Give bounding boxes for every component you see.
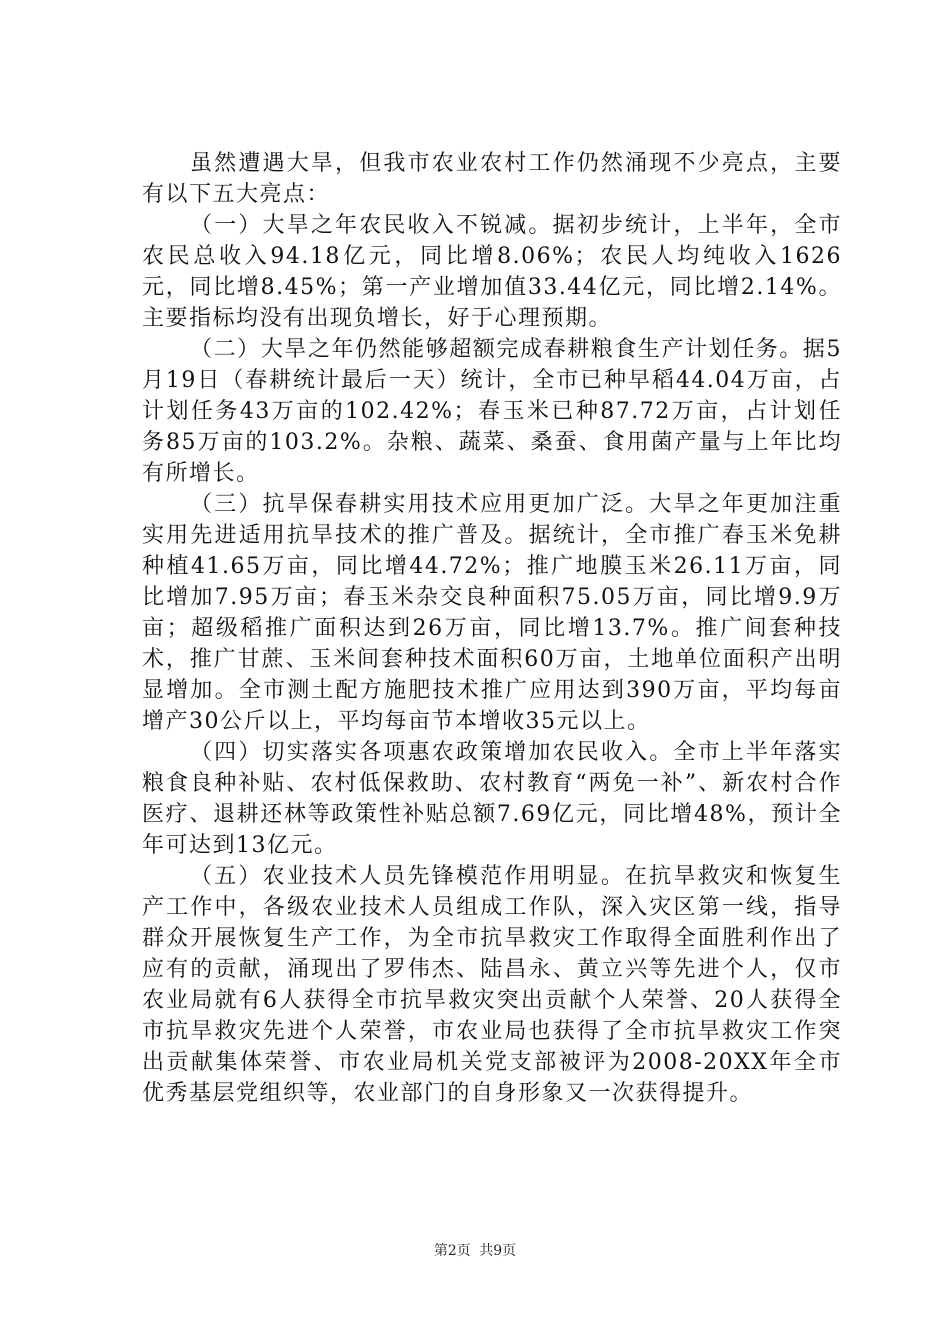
paragraph-intro: 虽然遭遇大旱，但我市农业农村工作仍然涌现不少亮点，主要有以下五大亮点： [142,151,842,207]
paragraph-2-spring-planting: （二）大旱之年仍然能够超额完成春耕粮食生产计划任务。据5月19日（春耕统计最后一天）统计，全市已种早稻44.04万亩，占计划任务43万亩的102.42%；春玉米已种87.72万亩，占计划任务85万亩的103.2%。杂粮、蔬菜、桑蚕、食用菌产量与上年比均有所增长。 [142,337,842,486]
paragraph-3-drought-technology: （三）抗旱保春耕实用技术应用更加广泛。大旱之年更加注重实用先进适用抗旱技术的推广普及。据统计，全市推广春玉米免耕种植41.65万亩，同比增44.72%；推广地膜玉米26.11万亩，同比增加7.95万亩；春玉米杂交良种面积75.05万亩，同比增9.9万亩；超级稻推广面积达到26万亩，同比增13.7%。推广间套种技术，推广甘蔗、玉米间套种技术面积60万亩，土地单位面积产出明显增加。全市测土配方施肥技术推广应用达到390万亩，平均每亩增产30公斤以上，平均每亩节本增收35元以上。 [142,492,842,734]
paragraph-4-subsidy-policy: （四）切实落实各项惠农政策增加农民收入。全市上半年落实粮食良种补贴、农村低保救助、农村教育“两免一补”、新农村合作医疗、退耕还林等政策性补贴总额7.69亿元，同比增48%，预计全年可达到13亿元。 [142,740,842,858]
page-footer [0,1241,950,1261]
document-body [142,148,842,1109]
paragraph-5-technicians: （五）农业技术人员先锋模范作用明显。在抗旱救灾和恢复生产工作中，各级农业技术人员组成工作队，深入灾区第一线，指导群众开展恢复生产工作，为全市抗旱救灾工作取得全面胜利作出了应有的贡献，涌现出了罗伟杰、陆昌永、黄立兴等先进个人，仅市农业局就有6人获得全市抗旱救灾突出贡献个人荣誉、20人获得全市抗旱救灾先进个人荣誉，市农业局也获得了全市抗旱救灾工作突出贡献集体荣誉、市农业局机关党支部被评为2008-20XX年全市优秀基层党组织等，农业部门的自身形象又一次获得提升。 [142,864,842,1106]
page-total: 共9页 [479,1243,517,1259]
page-number: 第2页 [433,1243,471,1259]
paragraph-1-farmer-income: （一）大旱之年农民收入不锐减。据初步统计，上半年，全市农民总收入94.18亿元，同比增8.06%；农民人均纯收入1626元，同比增8.45%；第一产业增加值33.44亿元，同比增2.14%。主要指标均没有出现负增长，好于心理预期。 [142,213,842,331]
